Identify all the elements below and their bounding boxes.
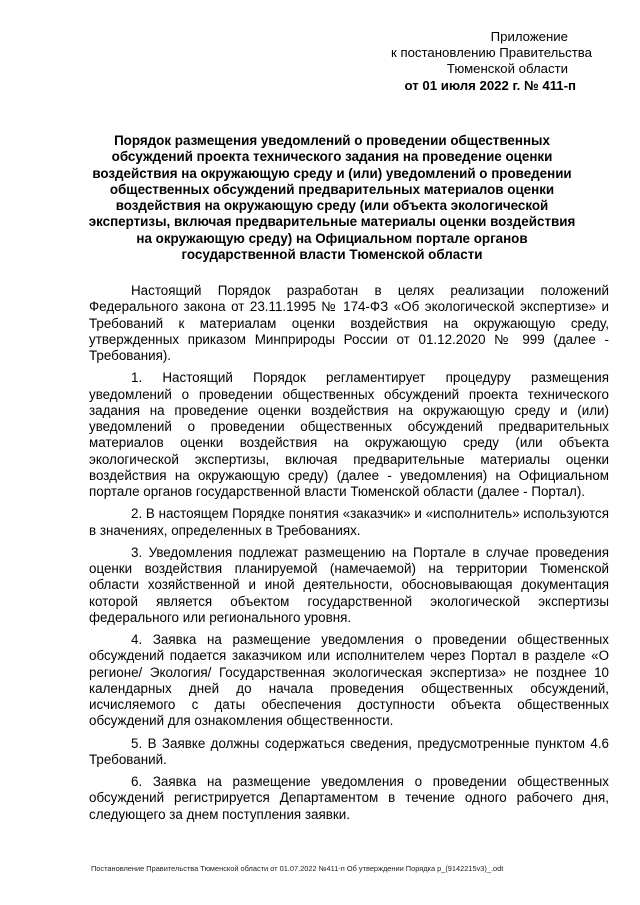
appendix-header xyxy=(362,29,592,94)
paragraph-6: 6. Заявка на размещение уведомления о проведении общественных обсуждений регистрируется Департаментом в течение одного рабочего дня, следующего за днем поступления заявки. xyxy=(89,774,609,822)
paragraph-5: 5. В Заявке должны содержаться сведения, предусмотренные пунктом 4.6 Требований. xyxy=(89,735,609,767)
paragraph-1: 1. Настоящий Порядок регламентирует процедуру размещения уведомлений о проведении общественных обсуждений проекта технического задания на проведение оценки воздействия на окружающую среду и (или) уведомлений о проведении общественных обсуждений предварительных материалов оценки воздействия на окружающую среду (или объекта экологической экспертизы, включая предварительные материалы оценки воздействия на окружающую среду) (далее - уведомления) на Официальном портале органов государственной власти Тюменской области (далее - Портал). xyxy=(89,370,609,499)
file-name-footer: Постановление Правительства Тюменской области от 01.07.2022 №411-п Об утверждении Порядка р_(9142215v3)_.odt xyxy=(91,864,504,873)
document-title: Порядок размещения уведомлений о проведении общественных обсуждений проекта технического задания на проведение оценки воздействия на окружающую среду и (или) уведомлений о проведении общественных обсуждений предварительных материалов оценки воздействия на окружающую среду (или объекта экологической экспертизы, включая предварительные материалы оценки воздействия на окружающую среду) на Официальном портале органов государственной власти Тюменской области xyxy=(88,133,576,263)
appendix-label: Приложение xyxy=(490,29,568,44)
resolution-reference: к постановлению Правительства xyxy=(391,45,592,61)
paragraph-3: 3. Уведомления подлежат размещению на Портале в случае проведения оценки воздействия планируемой (намечаемой) на территории Тюменской области хозяйственной и иной деятельности, обосновывающая документация которой является объектом государственной экологической экспертизы федерального или регионального уровня. xyxy=(89,544,609,625)
document-body xyxy=(89,283,609,829)
intro-paragraph: Настоящий Порядок разработан в целях реализации положений Федерального закона от 23.11.1995 № 174-ФЗ «Об экологической экспертизе» и Требований к материалам оценки воздействия на окружающую среду, утвержденных приказом Минприроды России от 01.12.2020 № 999 (далее - Требования). xyxy=(89,283,609,363)
paragraph-4: 4. Заявка на размещение уведомления о проведении общественных обсуждений подается заказчиком или исполнителем через Портал в разделе «О регионе/ Экология/ Государственная экологическая экспертиза» не позднее 10 календарных дней до начала проведения общественных обсуждений, исчисляемого с даты обеспечения доступности объекта общественных обсуждений для ознакомления общественности. xyxy=(89,632,609,729)
resolution-date-number: от 01 июля 2022 г. № 411-п xyxy=(404,77,576,93)
paragraph-2: 2. В настоящем Порядке понятия «заказчик» и «исполнитель» используются в значениях, определенных в Требованиях. xyxy=(89,506,609,538)
region-name: Тюменской области xyxy=(446,61,568,77)
